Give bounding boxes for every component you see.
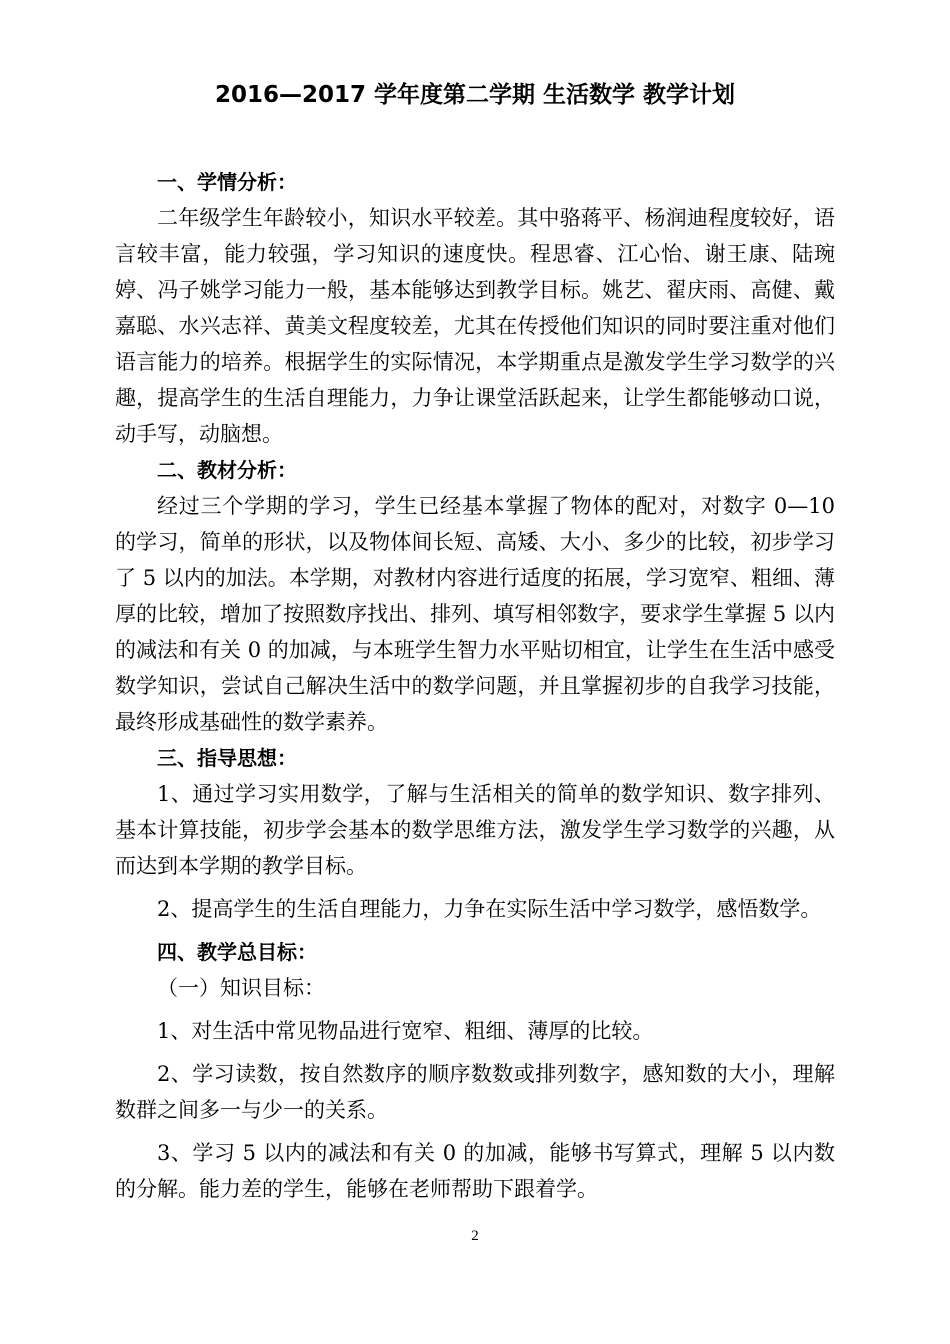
page-number: 2	[471, 1228, 479, 1244]
paragraph-guiding-ideology-1: 1、通过学习实用数学，了解与生活相关的简单的数学知识、数字排列、基本计算技能，初步学会基本的数学思维方法，激发学生学习数学的兴趣，从而达到本学期的教学目标。	[115, 782, 835, 878]
section-heading-textbook-analysis: 二、教材分析：	[157, 458, 297, 482]
paragraph-guiding-ideology-2: 2、提高学生的生活自理能力，力争在实际生活中学习数学，感悟数学。	[157, 897, 822, 921]
document-body	[115, 164, 835, 1207]
paragraph-textbook-analysis: 经过三个学期的学习，学生已经基本掌握了物体的配对，对数字 0—10 的学习，简单的形状，以及物体间长短、高矮、大小、多少的比较，初步学习了 5 以内的加法。本学期，对教材内容进行适度的拓展，学习宽窄、粗细、薄厚的比较，增加了按照数序找出、排列、填写相邻数字，要求学生掌握 5 以内的减法和有关 0 的加减，与本班学生智力水平贴切相宜，让学生在生活中感受数学知识，尝试自己解决生活中的数学问题，并且掌握初步的自我学习技能，最终形成基础性的数学素养。	[115, 494, 835, 734]
section-heading-guiding-ideology: 三、指导思想：	[157, 746, 297, 770]
paragraph-learning-analysis: 二年级学生年龄较小，知识水平较差。其中骆蒋平、杨润迪程度较好，语言较丰富，能力较强，学习知识的速度快。程思睿、江心怡、谢王康、陆琬婷、冯子姚学习能力一般，基本能够达到教学目标。姚艺、翟庆雨、高健、戴嘉聪、水兴志祥、黄美文程度较差，尤其在传授他们知识的同时要注重对他们语言能力的培养。根据学生的实际情况，本学期重点是激发学生学习数学的兴趣，提高学生的生活自理能力，力争让课堂活跃起来，让学生都能够动口说，动手写，动脑想。	[115, 206, 835, 446]
section-heading-learning-analysis: 一、学情分析：	[157, 170, 297, 194]
paragraph-goal-3: 3、学习 5 以内的减法和有关 0 的加减，能够书写算式，理解 5 以内数的分解。能力差的学生，能够在老师帮助下跟着学。	[115, 1141, 835, 1201]
document-title: 2016—2017 学年度第二学期 生活数学 教学计划	[214, 82, 736, 108]
section-heading-overall-goals: 四、教学总目标：	[157, 940, 317, 964]
subheading-knowledge-goals: （一）知识目标：	[157, 976, 325, 1000]
paragraph-goal-1: 1、对生活中常见物品进行宽窄、粗细、薄厚的比较。	[157, 1019, 654, 1043]
paragraph-goal-2: 2、学习读数，按自然数序的顺序数数或排列数字，感知数的大小，理解数群之间多一与少一的关系。	[115, 1062, 835, 1122]
